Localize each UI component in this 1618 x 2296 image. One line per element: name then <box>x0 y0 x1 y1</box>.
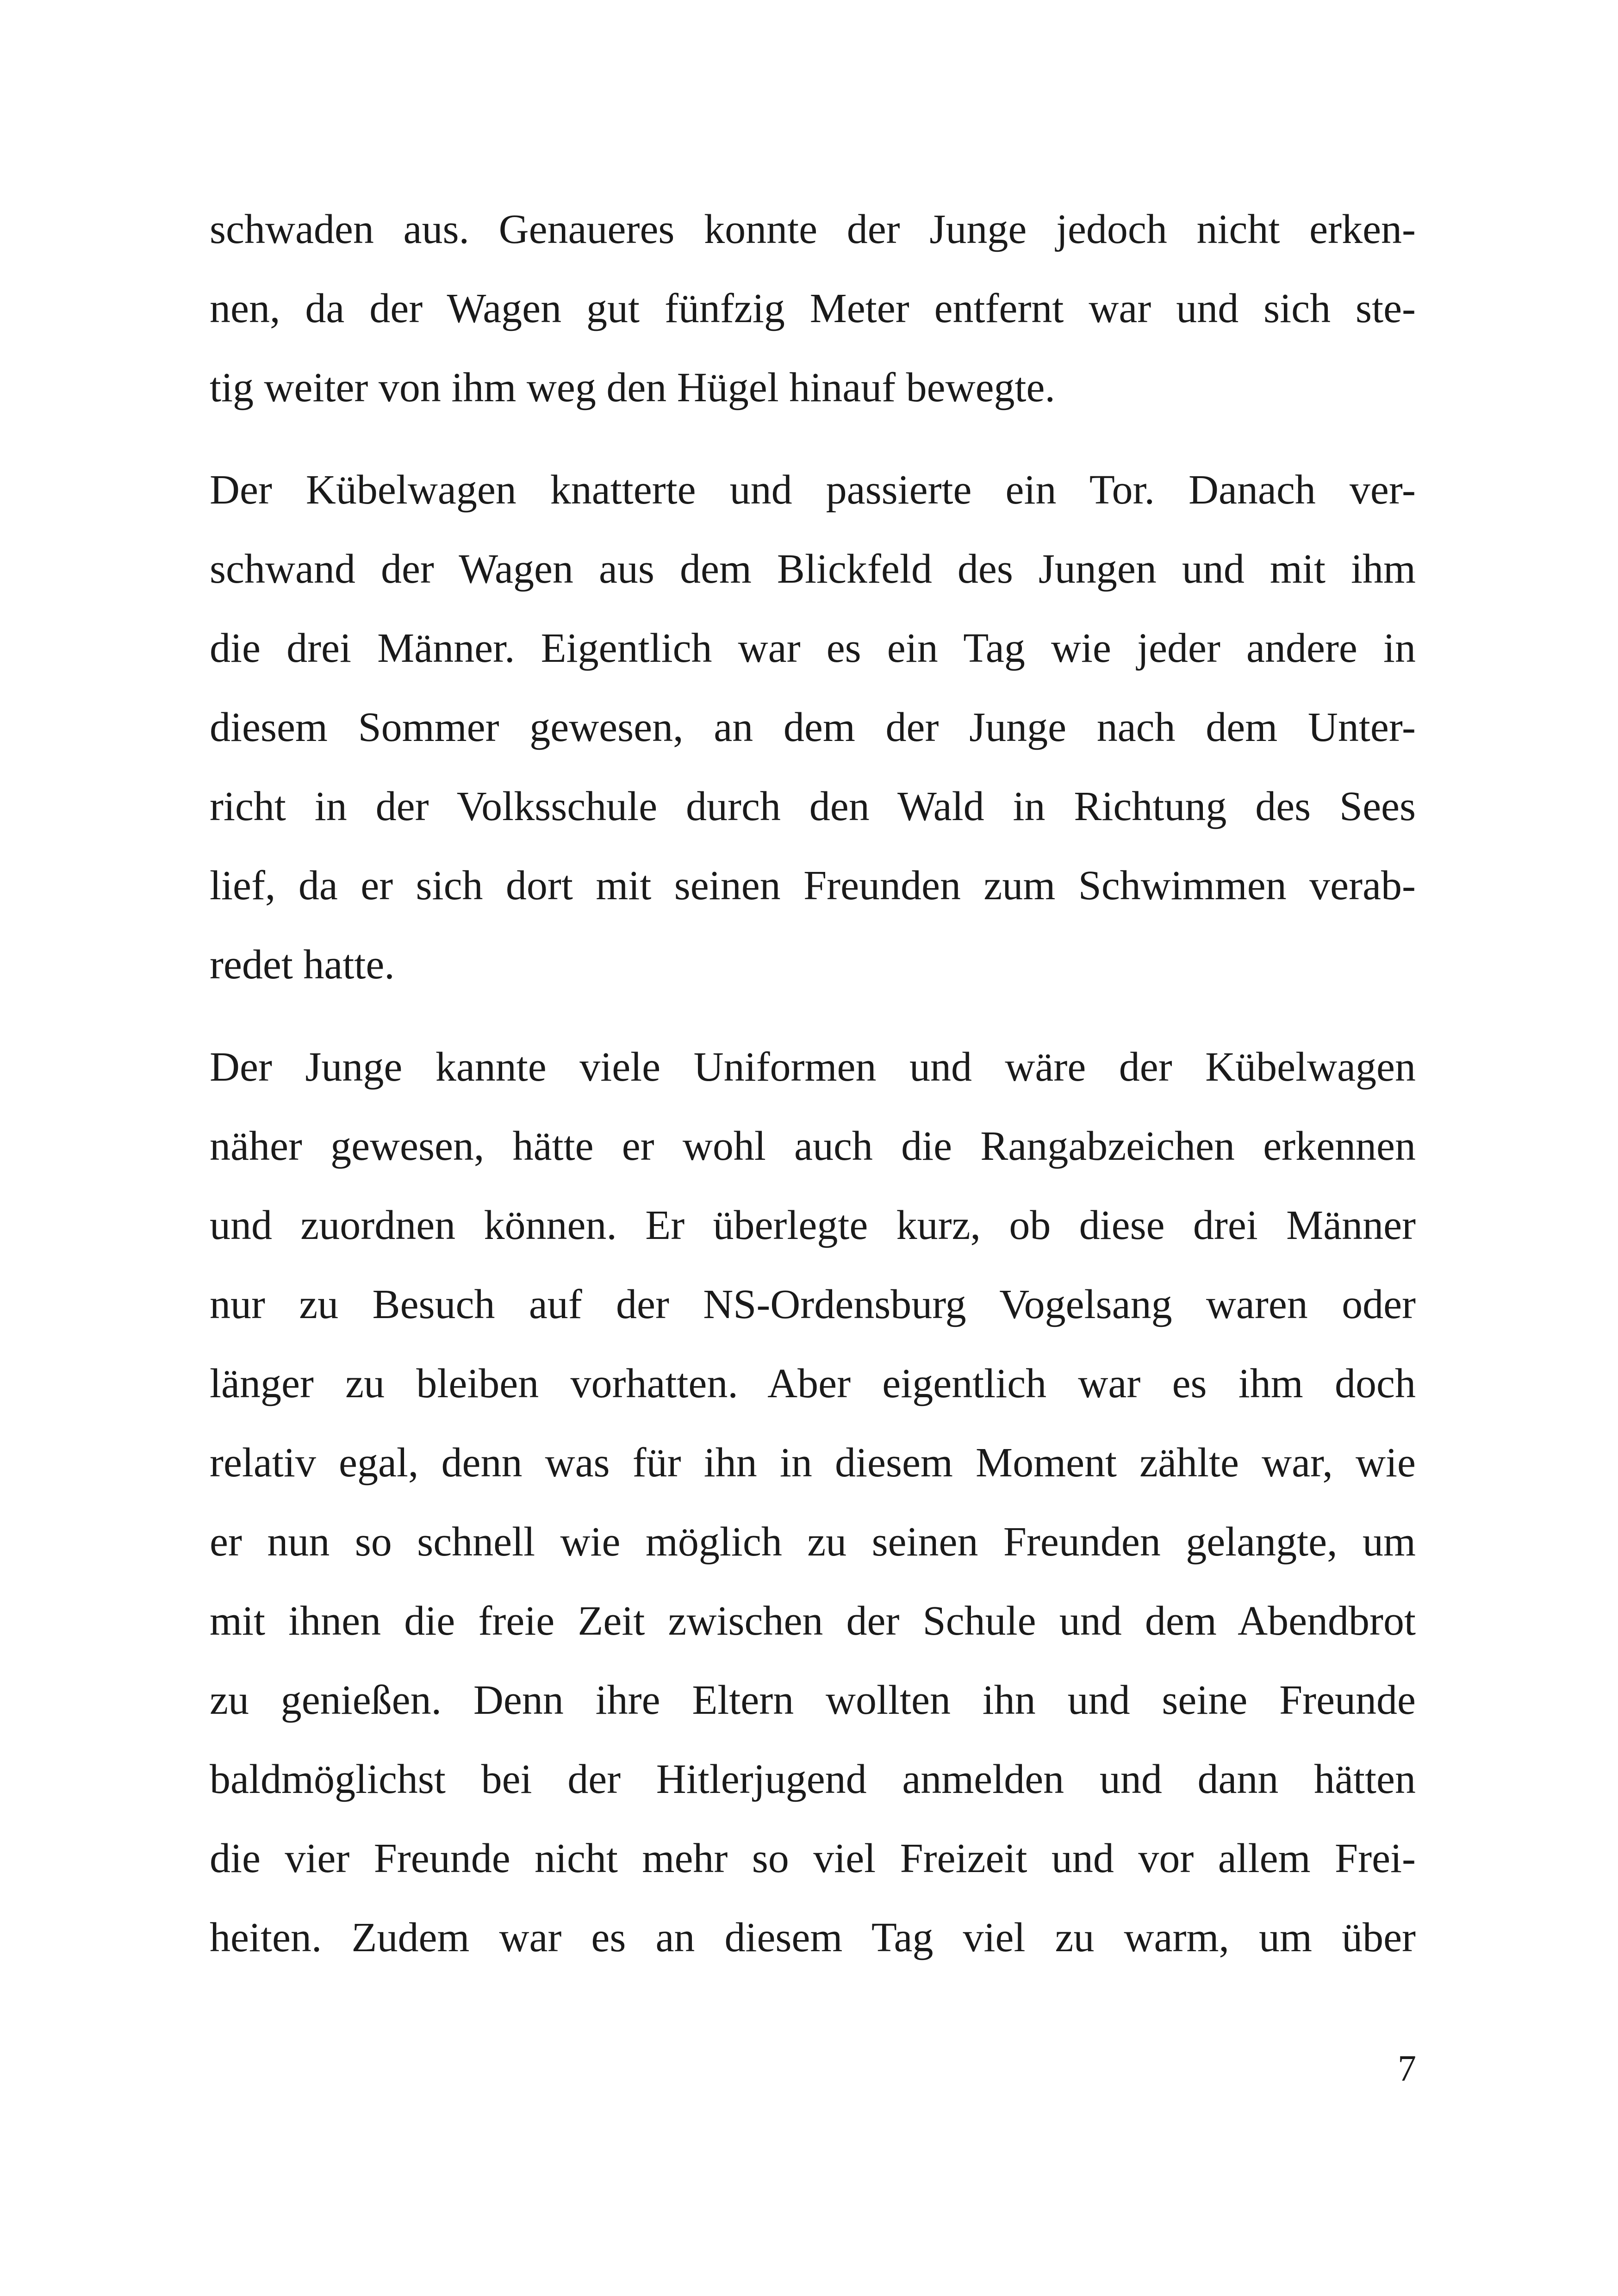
text-line: tig weiter von ihm weg den Hügel hinauf bewegte. <box>210 365 1055 411</box>
text-line: nen, da der Wagen gut fünfzig Meter entfernt war und sich ste- <box>210 286 1416 331</box>
text-line: Der Kübelwagen knatterte und passierte ein Tor. Danach ver- <box>210 467 1416 513</box>
text-line: lief, da er sich dort mit seinen Freunden zum Schwimmen verab- <box>210 863 1416 908</box>
text-line: diesem Sommer gewesen, an dem der Junge nach dem Unter- <box>210 704 1416 750</box>
page-number: 7 <box>1398 2048 1416 2089</box>
text-line: zu genießen. Denn ihre Eltern wollten ihn und seine Freunde <box>210 1677 1416 1723</box>
text-line: die vier Freunde nicht mehr so viel Freizeit und vor allem Frei- <box>210 1836 1416 1881</box>
text-line: er nun so schnell wie möglich zu seinen Freunden gelangte, um <box>210 1519 1416 1565</box>
text-line: baldmöglichst bei der Hitlerjugend anmelden und dann hätten <box>210 1756 1416 1802</box>
text-line: länger zu bleiben vorhatten. Aber eigentlich war es ihm doch <box>210 1361 1416 1406</box>
text-line: schwand der Wagen aus dem Blickfeld des Jungen und mit ihm <box>210 546 1416 592</box>
text-line: näher gewesen, hätte er wohl auch die Rangabzeichen erkennen <box>210 1123 1416 1169</box>
text-line: redet hatte. <box>210 942 395 988</box>
text-line: schwaden aus. Genaueres konnte der Junge jedoch nicht erken- <box>210 206 1416 252</box>
text-line: richt in der Volksschule durch den Wald in Richtung des Sees <box>210 784 1416 829</box>
text-line: heiten. Zudem war es an diesem Tag viel zu warm, um über <box>210 1915 1416 1960</box>
text-line: nur zu Besuch auf der NS-Ordensburg Vogelsang waren oder <box>210 1282 1416 1327</box>
text-line: die drei Männer. Eigentlich war es ein Tag wie jeder andere in <box>210 625 1416 671</box>
body-text <box>210 190 1416 1977</box>
text-line: mit ihnen die freie Zeit zwischen der Schule und dem Abendbrot <box>210 1598 1416 1644</box>
paragraph-1 <box>210 190 1416 427</box>
paragraph-3 <box>210 1027 1416 1977</box>
text-line: Der Junge kannte viele Uniformen und wäre der Kübelwagen <box>210 1044 1416 1090</box>
text-line: relativ egal, denn was für ihn in diesem Moment zählte war, wie <box>210 1440 1416 1486</box>
paragraph-2 <box>210 450 1416 1004</box>
text-line: und zuordnen können. Er überlegte kurz, ob diese drei Männer <box>210 1202 1416 1248</box>
